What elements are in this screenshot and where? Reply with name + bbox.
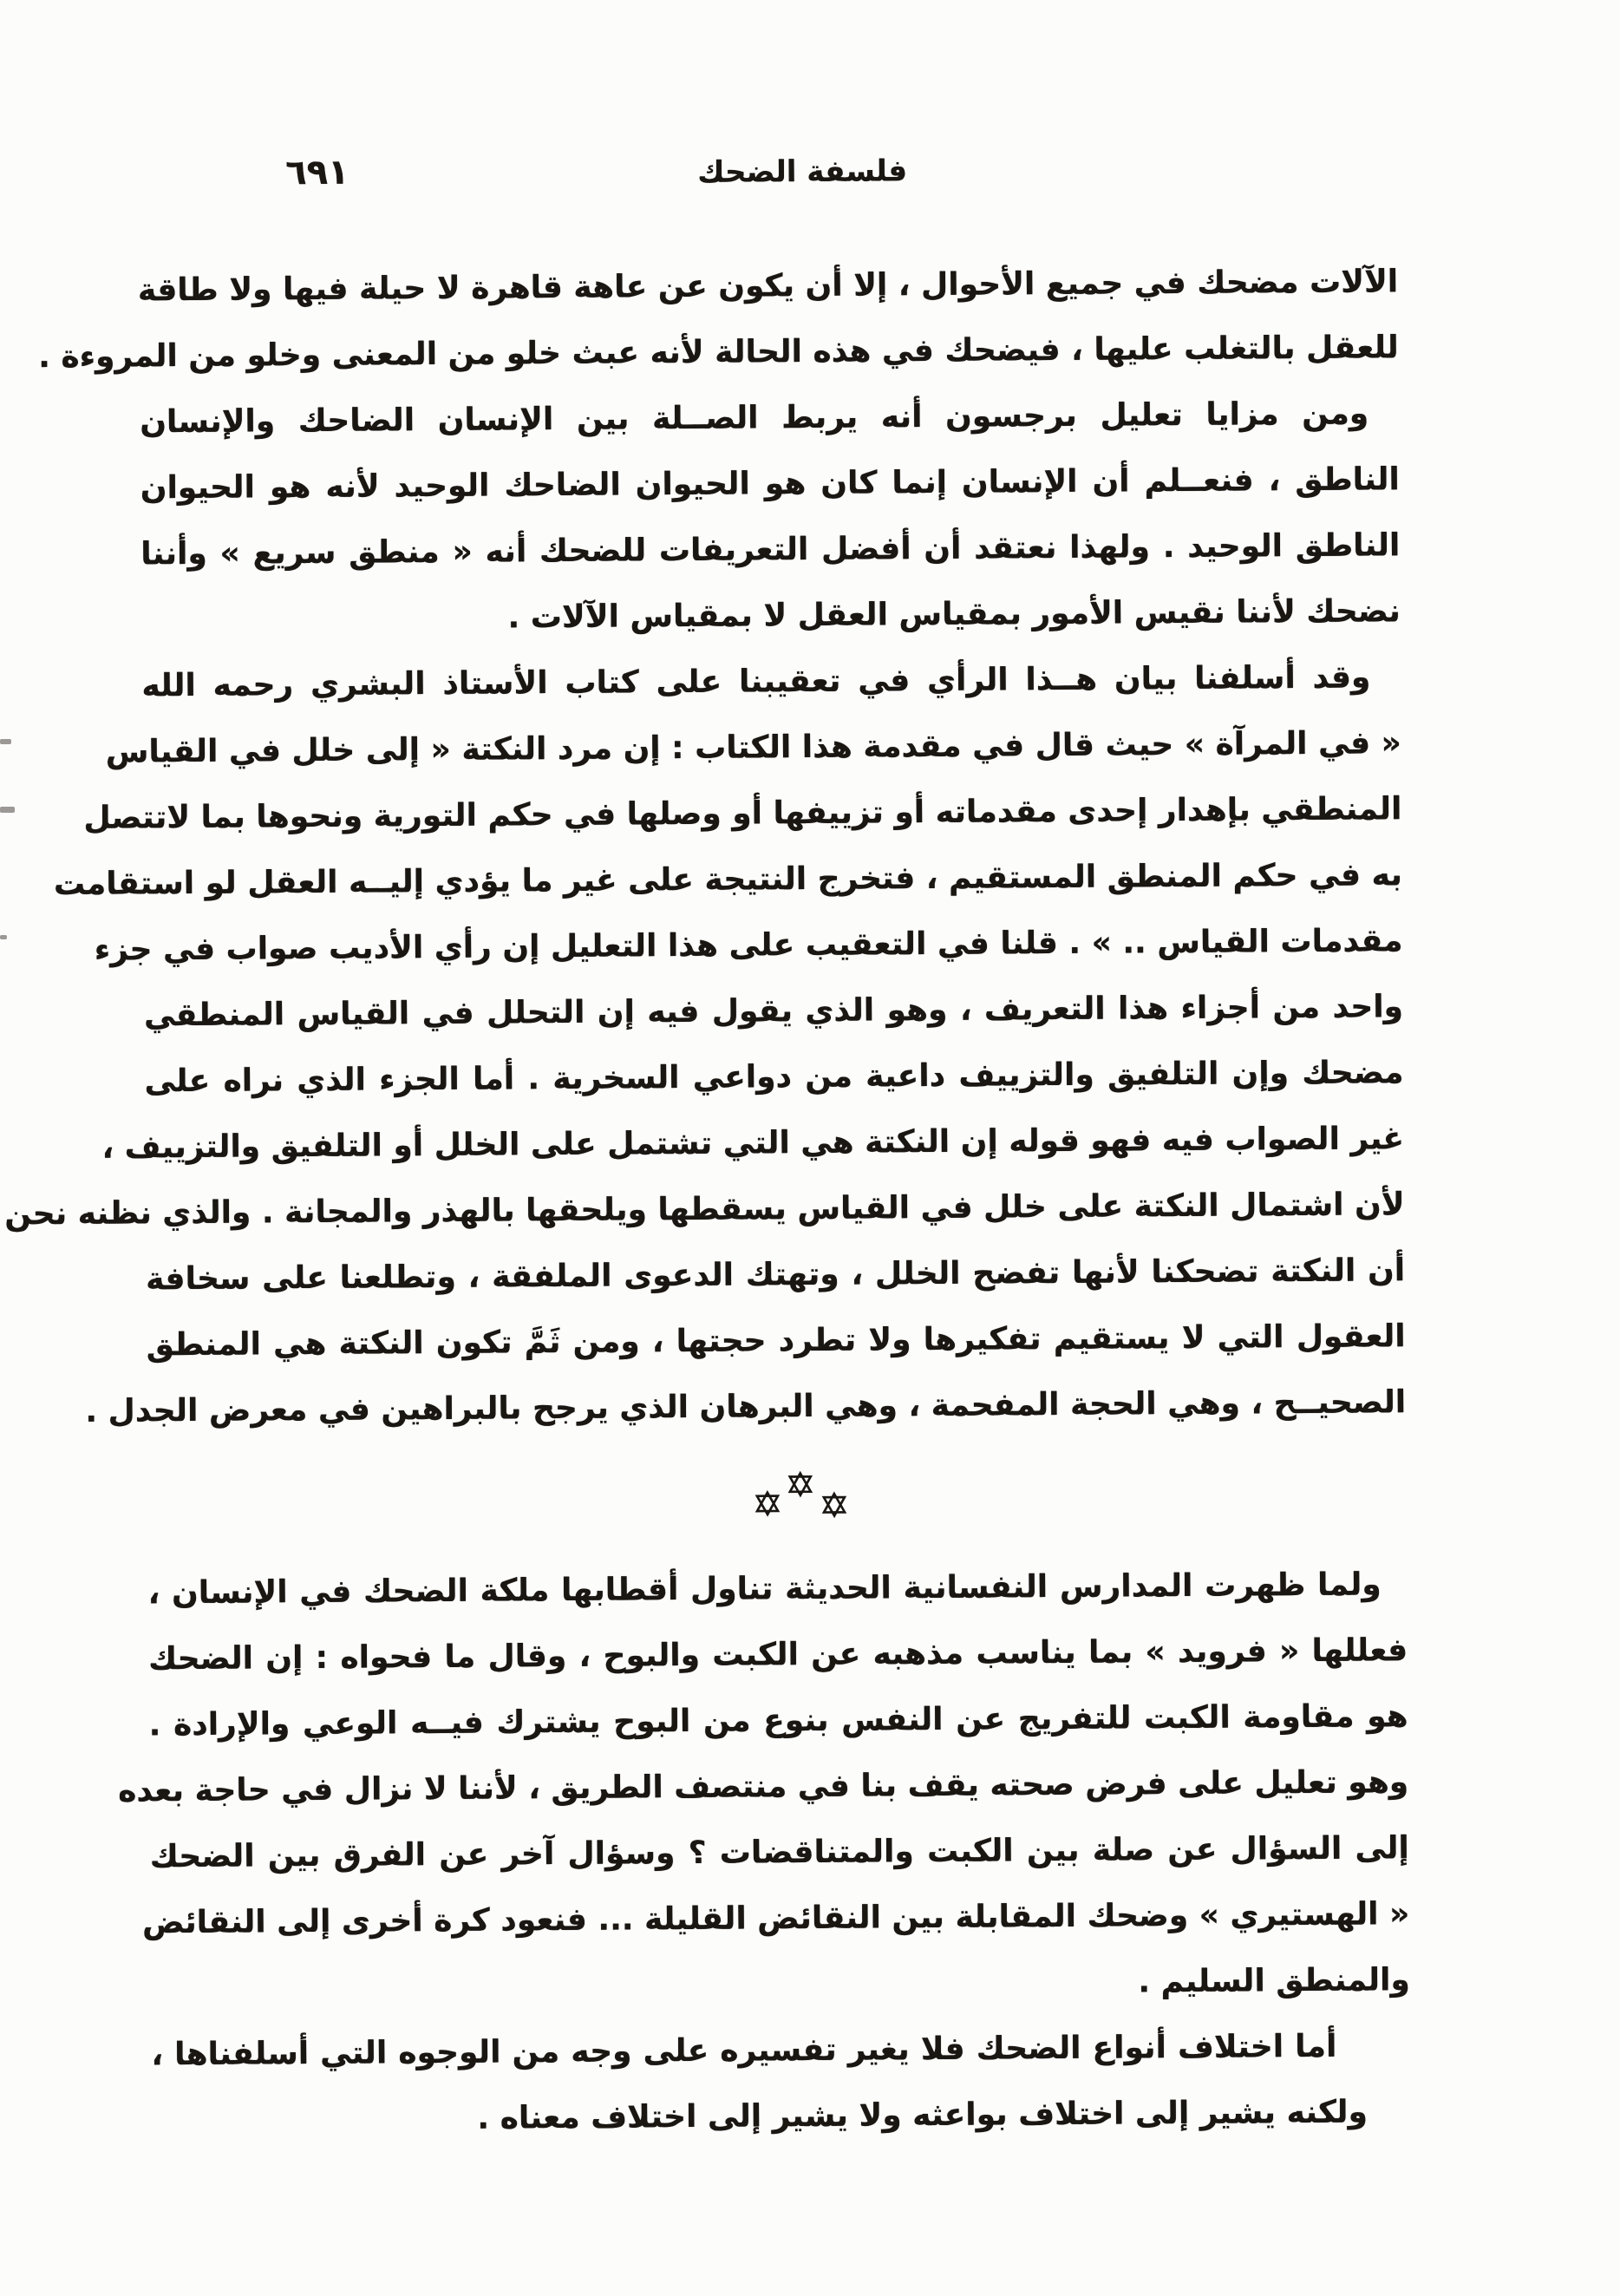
text-line: الناطق الوحيد . ولهذا نعتقد أن أفضل التعريفات للضحك أنه « منطق سريع » وأننا xyxy=(140,527,1401,572)
text-line: غير الصواب فيه فهو قوله إن النكتة هي التي تشتمل على الخلل أو التلفيق والتزييف ، xyxy=(101,1121,1405,1166)
scan-edge-artifact xyxy=(0,935,7,939)
body-text-block-2 xyxy=(117,1552,1411,2154)
page-title: فلسفة الضحك xyxy=(697,154,908,190)
text-line: المنطقي بإهدار إحدى مقدماته أو تزييفها أو وصلها في حكم التورية ونحوها بما لاتتصل xyxy=(83,791,1402,836)
hexagram-star-icon xyxy=(787,1470,814,1498)
text-line: العقول التي لا يستقيم تفكيرها ولا تطرد حجتها ، ومن ثَمَّ تكون النكتة هي المنطق xyxy=(146,1318,1406,1364)
hexagram-star-icon xyxy=(820,1491,848,1519)
text-line: ومن مزايا تعليل برجسون أنه يربط الصــلة بين الإنسان الضاحك والإنسان xyxy=(140,396,1369,441)
body-text-block-1 xyxy=(4,249,1407,1444)
text-line: مقدمات القياس .. » . قلنا في التعقيب على هذا التعليل إن رأي الأديب صواب في جزء xyxy=(94,923,1403,968)
page-number: ٦٩١ xyxy=(285,152,349,193)
scan-edge-artifact xyxy=(0,739,11,744)
text-line: الناطق ، فنعــلم أن الإنسان إنما كان هو الحيوان الضاحك الوحيد لأنه هو الحيوان xyxy=(140,461,1400,507)
section-separator xyxy=(733,1462,872,1541)
text-line: إلى السؤال عن صلة بين الكبت والمتناقضات ؟ وسؤال آخر عن الفرق بين الضحك xyxy=(149,1830,1409,1875)
text-line: وقد أسلفنا بيان هــذا الرأي في تعقيبنا على كتاب الأستاذ البشري رحمه الله xyxy=(141,659,1371,704)
text-line: به في حكم المنطق المستقيم ، فتخرج النتيجة على غير ما يؤدي إليــه العقل لو استقامت xyxy=(53,857,1403,903)
text-line: الصحيــح ، وهي الحجة المفحمة ، وهي البرهان الذي يرجح بالبراهين في معرض الجدل . xyxy=(85,1384,1407,1429)
text-line: وهو تعليل على فرض صحته يقف بنا في منتصف الطريق ، لأننا لا نزال في حاجة بعده xyxy=(117,1764,1409,1809)
text-line: أما اختلاف أنواع الضحك فلا يغير تفسيره على وجه من الوجوه التي أسلفناها ، xyxy=(151,2028,1337,2073)
text-line: والمنطق السليم . xyxy=(1138,1962,1410,2000)
text-line: « الهستيري » وضحك المقابلة بين النقائض القليلة ... فنعود كرة أخرى إلى النقائض xyxy=(141,1896,1410,1941)
scan-edge-artifact xyxy=(0,807,15,813)
text-line: الآلات مضحك في جميع الأحوال ، إلا أن يكون عن عاهة قاهرة لا حيلة فيها ولا طاقة xyxy=(137,264,1399,309)
text-line: للعقل بالتغلب عليها ، فيضحك في هذه الحالة لأنه عبث خلو من المعنى وخلو من المروءة . xyxy=(38,330,1399,376)
text-line: أن النكتة تضحكنا لأنها تفضح الخلل ، وتهتك الدعوى الملفقة ، وتطلعنا على سخافة xyxy=(145,1253,1406,1298)
text-line: فعللها « فرويد » بما يناسب مذهبه عن الكبت والبوح ، وقال ما فحواه : إن الضحك xyxy=(148,1632,1408,1678)
paragraph xyxy=(4,644,1407,1444)
hexagram-star-icon xyxy=(754,1489,781,1517)
text-line: هو مقاومة الكبت للتفريج عن النفس بنوع من البوح يشترك فيــه الوعي والإرادة . xyxy=(148,1698,1408,1743)
text-line: ولكنه يشير إلى اختلاف بواعثه ولا يشير إلى اختلاف معناه . xyxy=(477,2094,1369,2136)
text-line: نضحك لأننا نقيس الأمور بمقياس العقل لا بمقياس الآلات . xyxy=(507,593,1401,636)
paragraph xyxy=(140,381,1401,653)
text-line: واحد من أجزاء هذا التعريف ، وهو الذي يقول فيه إن التحلل في القياس المنطقي xyxy=(143,989,1404,1034)
text-line: لأن اشتمال النكتة على خلل في القياس يسقطها ويلحقها بالهذر والمجانة . والذي نظنه نحن xyxy=(4,1187,1405,1233)
paragraph xyxy=(151,2013,1411,2154)
text-line: ولما ظهرت المدارس النفسانية الحديثة تناول أقطابها ملكة الضحك في الإنسان ، xyxy=(147,1567,1382,1612)
paragraph xyxy=(38,249,1399,389)
text-line: « في المرآة » حيث قال في مقدمة هذا الكتاب : إن مرد النكتة « إلى خلل في القياس xyxy=(105,725,1402,770)
paragraph xyxy=(117,1552,1410,2022)
text-line: مضحك وإن التلفيق والتزييف داعية من دواعي السخرية . أما الجزء الذي نراه على xyxy=(144,1055,1404,1100)
